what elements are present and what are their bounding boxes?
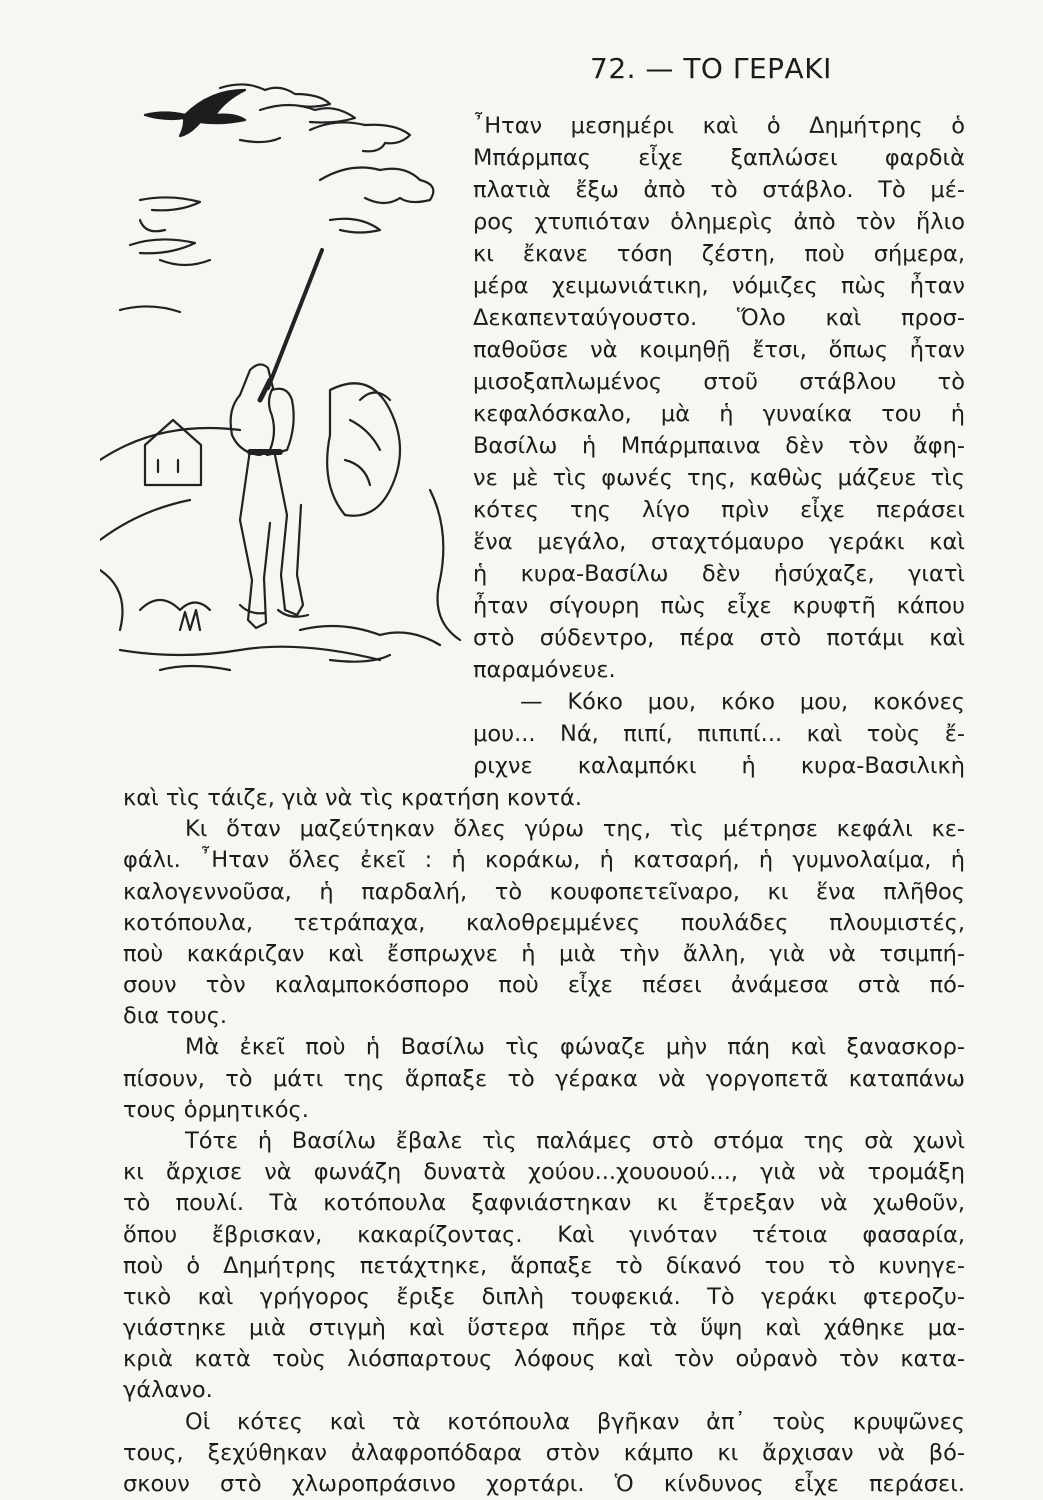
text-line: μέρα χειμωνιάτικη, νόμιζες πὼς ἦταν: [473, 273, 965, 299]
text-line: τὸ πουλί. Τὰ κοτόπουλα ξαφνιάστηκαν κι ἔτρεξαν νὰ χωθοῦν,: [123, 1190, 965, 1217]
text-line: νε μὲ τὶς φωνές της, καθὼς μάζευε τὶς: [473, 465, 965, 491]
house-figure: [145, 420, 201, 485]
text-line: παθοῦσε νὰ κοιμηθῇ ἔτσι, ὅπως ἦταν: [473, 337, 965, 363]
text-line: κεφαλόσκαλο, μὰ ἡ γυναίκα του ἡ: [473, 401, 965, 427]
text-line: Μὰ ἐκεῖ ποὺ ἡ Βασίλω τὶς φώναζε μὴν πάη καὶ ξανασκορ-: [185, 1034, 965, 1061]
text-line: ῏Ηταν μεσημέρι καὶ ὁ Δημήτρης ὁ: [473, 113, 965, 139]
text-line: στὸ σύδεντρο, πέρα στὸ ποτάμι καὶ: [473, 625, 965, 651]
text-line: Τότε ἡ Βασίλω ἔβαλε τὶς παλάμες στὸ στόμα της σὰ χωνὶ: [185, 1128, 965, 1154]
text-line: κότες της λίγο πρὶν εἶχε περάσει: [473, 497, 965, 523]
text-line: ἦταν σίγουρη πὼς εἶχε κρυφτῆ κάπου: [473, 593, 965, 619]
text-line: γιάστηκε μιὰ στιγμὴ καὶ ὕστερα πῆρε τὰ ὕψη καὶ χάθηκε μα-: [123, 1315, 965, 1342]
hunter-illustration: [100, 70, 480, 680]
text-line: σουν τὸν καλαμποκόσπορο ποὺ εἶχε πέσει ἀνάμεσα στὰ πό-: [123, 972, 965, 999]
text-line: τους ὁρμητικός.: [123, 1096, 309, 1123]
text-line: μισοξαπλωμένος στοῦ στάβλου τὸ: [473, 369, 965, 395]
text-line: κι ἄρχισε νὰ φωνάζη δυνατὰ χούου...χουουού..., γιὰ νὰ τρομάξη: [123, 1159, 965, 1186]
text-line: καὶ τὶς τάιζε, γιὰ νὰ τὶς κρατήση κοντά.: [123, 785, 583, 811]
text-line: σκουν στὸ χλωροπράσινο χορτάρι. Ὁ κίνδυνος εἶχε περάσει.: [123, 1471, 965, 1497]
text-line: παραμόνευε.: [473, 657, 616, 683]
text-line: φάλι. ῏Ηταν ὅλες ἐκεῖ : ἡ κοράκω, ἡ κατσαρή, ἡ γυμνολαίμα, ἡ: [123, 847, 965, 874]
text-line: ποὺ ὁ Δημήτρης πετάχτηκε, ἅρπαξε τὸ δίκανό του τὸ κυνηγε-: [123, 1252, 965, 1279]
text-line: Κι ὅταν μαζεύτηκαν ὅλες γύρω της, τὶς μέτρησε κεφάλι κε-: [185, 816, 965, 843]
text-line: κριὰ κατὰ τοὺς λιόσπαρτους λόφους καὶ τὸν οὐρανὸ τὸν κατα-: [123, 1346, 965, 1373]
text-line: Μπάρμπας εἶχε ξαπλώσει φαρδιὰ: [473, 145, 965, 171]
text-line: Βασίλω ἡ Μπάρμπαινα δὲν τὸν ἄφη-: [473, 433, 965, 459]
text-line: ἕνα μεγάλο, σταχτόμαυρο γεράκι καὶ: [473, 529, 965, 555]
chapter-title: 72. — ΤΟ ΓΕΡΑΚΙ: [590, 52, 832, 85]
text-line: κοτόπουλα, τετράπαχα, καλοθρεμμένες πουλάδες πλουμιστές,: [123, 909, 965, 936]
text-line: ὅπου ἔβρισκαν, κακαρίζοντας. Καὶ γινόταν τέτοια φασαρία,: [123, 1221, 965, 1248]
text-line: ἡ κυρα-Βασίλω δὲν ἡσύχαζε, γιατὶ: [473, 561, 965, 587]
text-line: γάλανο.: [123, 1377, 213, 1404]
text-line: δια τους.: [123, 1003, 228, 1030]
text-line: Οἱ κότες καὶ τὰ κοτόπουλα βγῆκαν ἀπ᾿ τοὺς κρυψῶνες: [185, 1408, 965, 1435]
shotgun: [268, 250, 322, 388]
hunter-figure: [231, 364, 274, 455]
text-line: ποὺ κακάριζαν καὶ ἔσπρωχνε ἡ μιὰ τὴν ἄλλη, γιὰ νὰ τσιμπή-: [123, 940, 965, 967]
text-line: κι ἔκανε τόση ζέστη, ποὺ σήμερα,: [473, 241, 965, 267]
text-line: τικὸ καὶ γρήγορος ἔριξε διπλὴ τουφεκιά. Τὸ γεράκι φτεροζυ-: [123, 1283, 965, 1310]
text-line: καλογεννοῦσα, ἡ παρδαλή, τὸ κουφοπετεῖναρο, κι ἕνα πλῆθος: [123, 878, 965, 905]
text-line: ρος χτυπιόταν ὁλημερὶς ἀπὸ τὸν ἥλιο: [473, 209, 965, 235]
text-line: Δεκαπενταύγουστο. Ὅλο καὶ προσ-: [473, 305, 965, 331]
text-line: μου... Νά, πιπί, πιπιπί... καὶ τοὺς ἔ-: [473, 721, 965, 747]
hawk-figure: [145, 90, 245, 136]
text-line: πλατιὰ ἔξω ἀπὸ τὸ στάβλο. Τὸ μέ-: [473, 177, 965, 203]
text-line: — Κόκο μου, κόκο μου, κοκόνες: [520, 689, 965, 715]
text-line: ριχνε καλαμπόκι ἡ κυρα-Βασιλικὴ: [473, 753, 965, 779]
text-line: τους, ξεχύθηκαν ἀλαφροπόδαρα στὸν κάμπο κι ἄρχισαν νὰ βό-: [123, 1439, 965, 1466]
text-line: πίσουν, τὸ μάτι της ἅρπαξε τὸ γέρακα νὰ γοργοπετᾶ καταπάνω: [123, 1065, 965, 1092]
